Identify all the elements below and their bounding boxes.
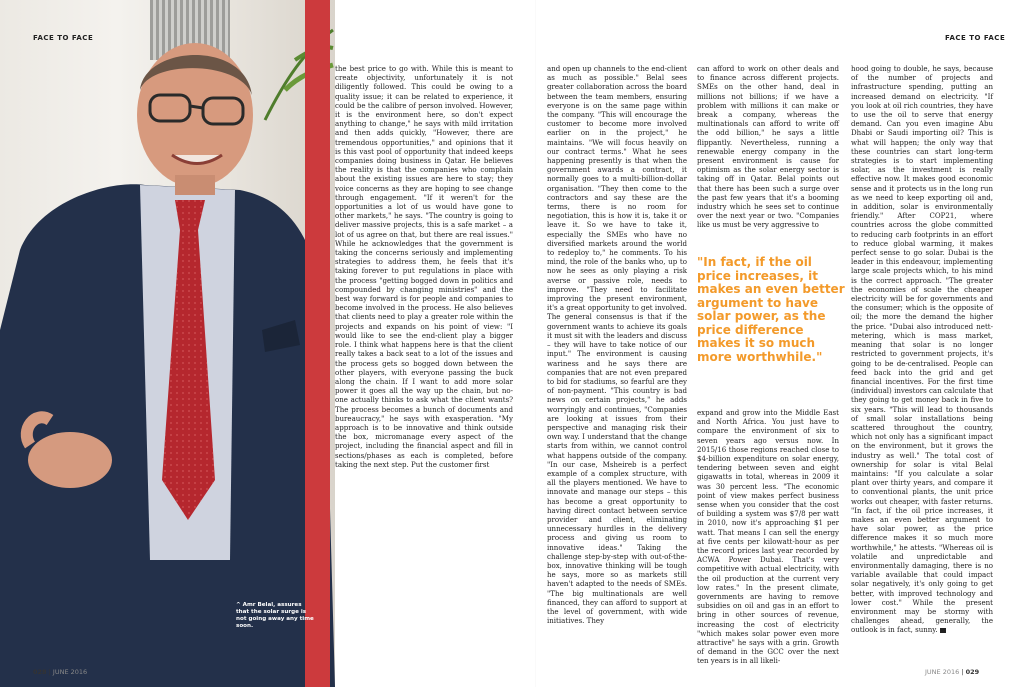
page-number-right: 029 — [965, 668, 980, 676]
page-gutter — [535, 0, 536, 687]
end-mark-icon — [940, 628, 946, 633]
folio-left: 028 | JUNE 2016 — [33, 668, 88, 676]
folio-right: JUNE 2016 | 029 — [925, 668, 980, 676]
issue-date-left: JUNE 2016 — [52, 668, 88, 676]
portrait-photo — [0, 0, 335, 687]
man-figure — [0, 0, 335, 687]
article-column-2 — [547, 64, 687, 625]
column-text: the best price to go with. While this is meant to create objectivity, unfortunately it is not diligently followed. This could be owing to a quality issue; it can be related to experience, it could be the calibre of person involved. However, it is the environment here, so don't expect anything to change," he says with mild irritation and then adds quickly, "However, there are tremendous opportunities," and opinions that it is this vast pool of opportunity that indeed keeps companies doing business in Qatar. He believes the reality is that the companies who complain about the existing issues are here to stay; they voice concerns as they are hoping to see change through engagement. "If it weren't for the opportunities a lot of us would have gone to other markets," he says. "The country is going to deliver massive projects, this is a safe market – a lot of us agree on that, but there are real issues." While he acknowledges that the government is taking the concerns seriously and implementing strategies to address them, he feels that it's taking forever to put regulations in place with the process "getting bogged down in politics and compounded by changing ministries" and the best way forward is for people and companies to become involved in the process. He also believes that clients need to play a greater role within the projects and expands on his point of view: "I would like to see the end-client play a bigger role. I think what happens here is that the client really takes a back seat to a lot of the issues and the process gets so bogged down between the other players, with everyone passing the buck along the chain. If I want to add more solar power it goes all the way up the chain, but no-one actually thinks to ask what the client wants? The process becomes a bunch of documents and bureaucracy," he says with exasperation. "My approach is to be innovative and think outside the box, micromanage every aspect of the project, including the financial aspect and fill in sections/phases as each is completed, before taking the next step. Put the customer first — [335, 64, 513, 469]
column-text: can afford to work on other deals and to finance across different projects. SMEs on the other hand, deal in millions not billions; if we have a problem with millions it can make or break a company, whereas the multinationals can afford to write off the odd billion," he says a little flippantly. Nevertheless, running a renewable energy company in the present environment is cause for optimism as the solar energy sector is taking off in Qatar. Belal points out that there has been such a surge over the past few years that it's a booming industry which he sees set to continue over the next year or two. "Companies like us must be very aggressive to — [697, 64, 839, 230]
column-text: and open up channels to the end-client as much as possible." Belal sees greater collaboration across the board between the team members, ensuring everyone is on the same page within the company. "This will encourage the customer to become more involved earlier on in the project," he maintains. "We will focus heavily on our contract terms." What he sees happening presently is that when the government awards a contract, it normally goes to a multi-billion-dollar organisation. "They then come to the contractors and say these are the terms, there is no room for negotiation, this is how it is, take it or leave it. So we have to take it, especially the SMEs who have no diversified markets around the world to redeploy to," he comments. To his mind, the role of the banks who, up to now he sees as only playing a risk averse or passive role, needs to improve. "They need to facilitate improving the present environment, it's a great opportunity to get involved. The general consensus is that if the government wants to achieve its goals it must sit with the leaders and discuss – they will have to take notice of our input." The environment is causing wariness and he says there are companies that are not even prepared to bid for stadiums, so fearful are they of non-payment. "This country is bad news on certain projects," he adds worryingly and continues, "Companies are looking at issues from their perspective and managing risk their own way. I understand that the change starts from within, we cannot control what happens outside of the company. "In our case, Msheireb is a perfect example of a complex structure, with all the players mentioned. We have to innovate and manage our steps – this has become a great opportunity to having direct contact between service provider and client, eliminating unnecessary hurdles in the delivery process and giving us room to innovative ideas." Taking the challenge step-by-step with out-of-the-box, innovative thinking will be tough he says, more so as markets still haven't adapted to the needs of SMEs. "The big multinationals are well financed, they can afford to support at the level of government, with wide initiatives. They — [547, 64, 687, 626]
caret-icon: ^ — [236, 602, 241, 608]
column-text: hood going to double, he says, because of the number of projects and infrastructure spending, putting an increased demand on electricity. "If you look at oil rich countries, they have to use the oil to serve that energy demand. Can you even imagine Abu Dhabi or Saudi importing oil? This is what will happen; the only way that these countries can start long-term strategies is to start implementing solar, as the investment is really effective now. It makes good economic sense and it protects us in the long run as we need to keep exporting oil and, in addition, solar is environmentally friendly." After COP21, where countries across the globe committed to reducing carb footprints in an effort to reduce global warming, it makes perfect sense to go solar. Dubai is the leader in this endeavour, implementing large scale projects which, to his mind is the correct approach. "The greater the economies of scale the cheaper electricity will be for governments and the consumer; which is the opposite of oil; the more the demand the higher the price. "Dubai also introduced nett-metering, which is mass market, meaning that solar is no longer restricted to government projects, it's going to be de-centralised. People can feed back into the grid and get financial incentives. For the first time (individual) investors can calculate that they going to get money back in five to six years. "This will lead to thousands of small solar installations being scattered throughout the country, which not only has a significant impact on the environment, but it grows the industry as well." The total cost of ownership for solar is vital Belal maintains: "If you calculate a solar plant over thirty years, and compare it to conventional plants, the unit price works out cheaper, with faster returns. "In fact, if the oil price increases, it makes an even better argument to have solar power, as the price difference makes it so much more worthwhile," he attests. "Whereas oil is volatile and unpredictable and environmentally damaging, there is no variable available that could impact solar negatively, it's only going to get better, with improved technology and lower cost." While the present environment may be stormy with challenges ahead, generally, the outlook is in fact, sunny. — [851, 64, 993, 635]
accent-stripe — [305, 0, 330, 687]
section-label-left: FACE TO FACE — [33, 34, 94, 42]
article-column-4 — [851, 64, 993, 635]
caption-text: Amr Belal, assures that the solar surge is not going away any time soon. — [236, 602, 314, 629]
column-text: expand and grow into the Middle East and North Africa. You just have to compare the environment of six to seven years ago versus now. In 2015/16 those regions reached close to $4-billion expenditure on solar energy, tendering between seven and eight gigawatts in total, whereas in 2009 it was 30 percent less. "The economic point of view makes perfect business sense when you consider that the cost of building a system was $7/8 per watt in 2010, now it's approaching $1 per watt. That means I can sell the energy at five cents per kilowatt-hour as per the record prices last year recorded by ACWA Power Dubai. That's very competitive with actual electricity, with the oil production at the current very low rates." In the present climate, governments are having to remove subsidies on oil and gas in an effort to bring in other sources of revenue, increasing the cost of electricity "which makes solar power even more attractive" he says with a grin. Growth of demand in the GCC over the next ten years is in all likeli- — [697, 408, 839, 666]
article-column-3-top — [697, 64, 839, 230]
article-column-3-bottom — [697, 408, 839, 666]
photo-caption — [236, 602, 314, 630]
section-label-right: FACE TO FACE — [945, 34, 1006, 42]
pull-quote: "In fact, if the oil price increases, it makes an even better argument to have solar power, as the price difference makes it so much more worthwhile." — [697, 255, 845, 364]
issue-date-right: JUNE 2016 — [925, 668, 960, 676]
article-column-1 — [335, 64, 513, 469]
page-number-left: 028 — [33, 668, 47, 676]
